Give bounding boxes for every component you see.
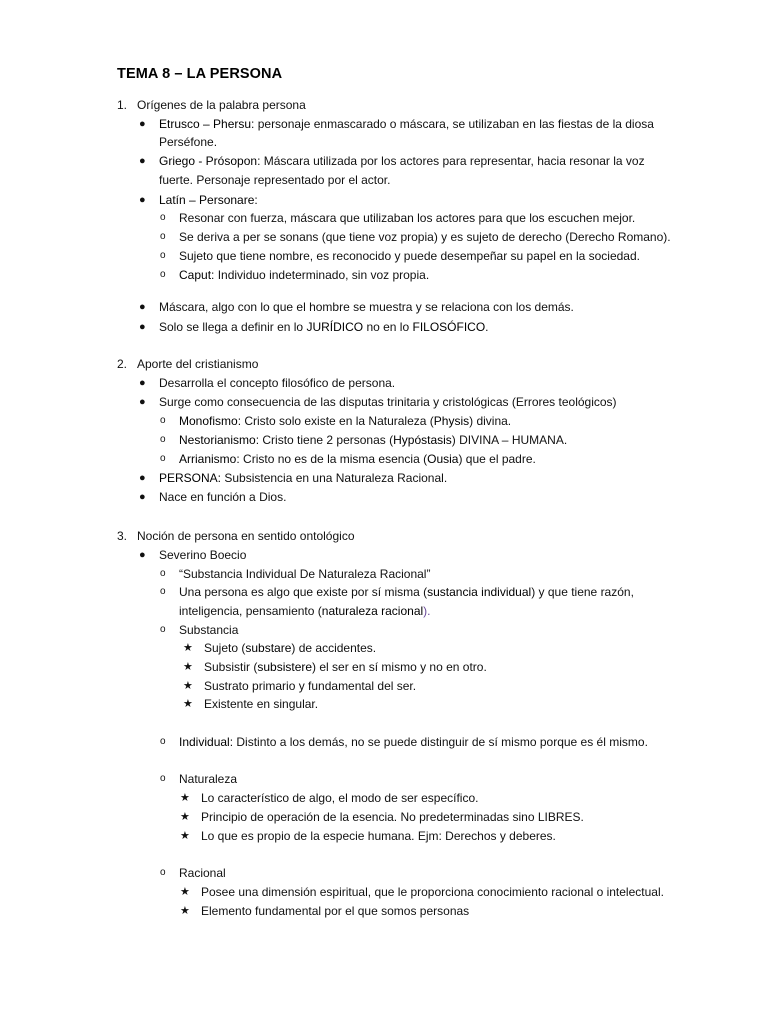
circle-bullet-icon: o: [160, 434, 166, 445]
star-bullet-icon: ★: [180, 792, 190, 804]
list-item: Surge como consecuencia de las disputas trinitaria y cristológicas (Errores teológicos): [159, 395, 617, 409]
latin-line: Latín – Personare:: [159, 193, 258, 207]
circle-bullet-icon: o: [160, 269, 166, 280]
bullet-icon: ●: [139, 118, 146, 130]
circle-bullet-icon: o: [160, 231, 166, 242]
naturaleza-item: Principio de operación de la esencia. No predeterminadas sino LIBRES.: [201, 810, 584, 824]
latin-sub-item: Sujeto que tiene nombre, es reconocido y puede desempeñar su papel en la sociedad.: [179, 249, 640, 263]
racional-item: Elemento fundamental por el que somos personas: [201, 904, 470, 918]
circle-bullet-icon: o: [160, 568, 166, 579]
monofismo-line: Monofismo: Cristo solo existe en la Naturaleza (Physis) divina.: [179, 414, 512, 428]
circle-bullet-icon: o: [160, 212, 166, 223]
section-1-heading: Orígenes de la palabra persona: [137, 98, 306, 112]
substancia-item: Subsistir (subsistere) el ser en sí mismo y no en otro.: [204, 660, 487, 674]
naturaleza-heading: Naturaleza: [179, 772, 238, 786]
substancia-heading: Substancia: [179, 623, 239, 637]
circle-bullet-icon: o: [160, 867, 166, 878]
star-bullet-icon: ★: [180, 886, 190, 898]
naturaleza-racional-term: naturaleza racional: [321, 604, 424, 618]
bullet-icon: ●: [139, 321, 146, 333]
juridico-term: JURÍDICO: [306, 320, 364, 334]
bullet-icon: ●: [139, 301, 146, 313]
circle-bullet-icon: o: [160, 250, 166, 261]
etrusco-line-2: Perséfone.: [159, 135, 218, 149]
boecio-line: Severino Boecio: [159, 548, 247, 562]
etrusco-text: : personaje enmascarado o máscara, se utilizaban en las fiestas de la diosa: [251, 117, 654, 131]
bullet-icon: ●: [139, 396, 146, 408]
caput-line: Caput: Individuo indeterminado, sin voz propia.: [179, 268, 430, 282]
caput-term: Caput: [179, 268, 212, 282]
racional-item: Posee una dimensión espiritual, que le proporciona conocimiento racional o intelectual.: [201, 885, 664, 899]
monofismo-term: Monofismo: [179, 414, 238, 428]
latin-term: Latín – Personare: [159, 193, 255, 207]
nestorianismo-line: Nestorianismo: Cristo tiene 2 personas (Hypóstasis) DIVINA – HUMANA.: [179, 433, 568, 447]
section-1-number: 1.: [117, 98, 128, 112]
bullet-icon: ●: [139, 472, 146, 484]
griego-term: Griego - Prósopon: [159, 154, 258, 168]
star-bullet-icon: ★: [180, 811, 190, 823]
star-bullet-icon: ★: [180, 905, 190, 917]
persona-term: PERSONA:: [159, 471, 222, 485]
section-3-heading: Noción de persona en sentido ontológico: [137, 529, 355, 543]
star-bullet-icon: ★: [183, 642, 193, 654]
circle-bullet-icon: o: [160, 773, 166, 784]
griego-line: [159, 154, 645, 168]
star-bullet-icon: ★: [183, 661, 193, 673]
racional-heading: Racional: [179, 866, 226, 880]
nestorianismo-term: Nestorianismo: [179, 433, 256, 447]
section-2-number: 2.: [117, 357, 128, 371]
arrianismo-line: Arrianismo: Cristo no es de la misma esencia (Ousia) que el padre.: [179, 452, 536, 466]
griego-text: : Máscara utilizada por los actores para representar, hacia resonar la voz: [257, 154, 645, 168]
substancia-item: Sujeto (substare) de accidentes.: [204, 641, 377, 655]
page-title: TEMA 8 – LA PERSONA: [117, 66, 283, 82]
star-bullet-icon: ★: [183, 698, 193, 710]
naturaleza-item: Lo característico de algo, el modo de ser específico.: [201, 791, 479, 805]
persona-line: PERSONA: Subsistencia en una Naturaleza Racional.: [159, 471, 448, 485]
list-item: Desarrolla el concepto filosófico de persona.: [159, 376, 396, 390]
substancia-item: Sustrato primario y fundamental del ser.: [204, 679, 417, 693]
section-3-number: 3.: [117, 529, 128, 543]
circle-bullet-icon: o: [160, 736, 166, 747]
bullet-icon: ●: [139, 491, 146, 503]
list-item: Nace en función a Dios.: [159, 490, 287, 504]
bullet-icon: ●: [139, 194, 146, 206]
persona-definition-line-1: Una persona es algo que existe por sí misma (sustancia individual) y que tiene razón,: [179, 585, 634, 599]
naturaleza-item: Lo que es propio de la especie humana. Ejm: Derechos y deberes.: [201, 829, 556, 843]
circle-bullet-icon: o: [160, 624, 166, 635]
filosofico-term: FILOSÓFICO: [412, 320, 486, 334]
star-bullet-icon: ★: [183, 680, 193, 692]
bullet-icon: ●: [139, 155, 146, 167]
circle-bullet-icon: o: [160, 586, 166, 597]
griego-line-2: fuerte. Personaje representado por el actor.: [159, 173, 391, 187]
sustancia-individual-term: sustancia individual: [427, 585, 532, 599]
solo-line: Solo se llega a definir en lo JURÍDICO no en lo FILOSÓFICO.: [159, 320, 489, 334]
individual-term: Individual: [179, 735, 230, 749]
latin-sub-item: Se deriva a per se sonans (que tiene voz propia) y es sujeto de derecho (Derecho Romano).: [179, 230, 671, 244]
bullet-icon: ●: [139, 377, 146, 389]
star-bullet-icon: ★: [180, 830, 190, 842]
circle-bullet-icon: o: [160, 415, 166, 426]
etrusco-term: Etrusco – Phersu: [159, 117, 252, 131]
arrianismo-term: Arrianismo: [179, 452, 237, 466]
substancia-item: Existente en singular.: [204, 697, 319, 711]
latin-sub-item: Resonar con fuerza, máscara que utilizaban los actores para que los escuchen mejor.: [179, 211, 636, 225]
circle-bullet-icon: o: [160, 453, 166, 464]
etrusco-line: [159, 117, 654, 131]
persona-definition-line-2: inteligencia, pensamiento (naturaleza racional).: [179, 604, 431, 618]
mascara-line: Máscara, algo con lo que el hombre se muestra y se relaciona con los demás.: [159, 300, 574, 314]
individual-line: Individual: Distinto a los demás, no se puede distinguir de sí mismo porque es él mismo.: [179, 735, 648, 749]
section-2-heading: Aporte del cristianismo: [137, 357, 259, 371]
quote-line: “Substancia Individual De Naturaleza Racional”: [179, 567, 431, 581]
bullet-icon: ●: [139, 549, 146, 561]
